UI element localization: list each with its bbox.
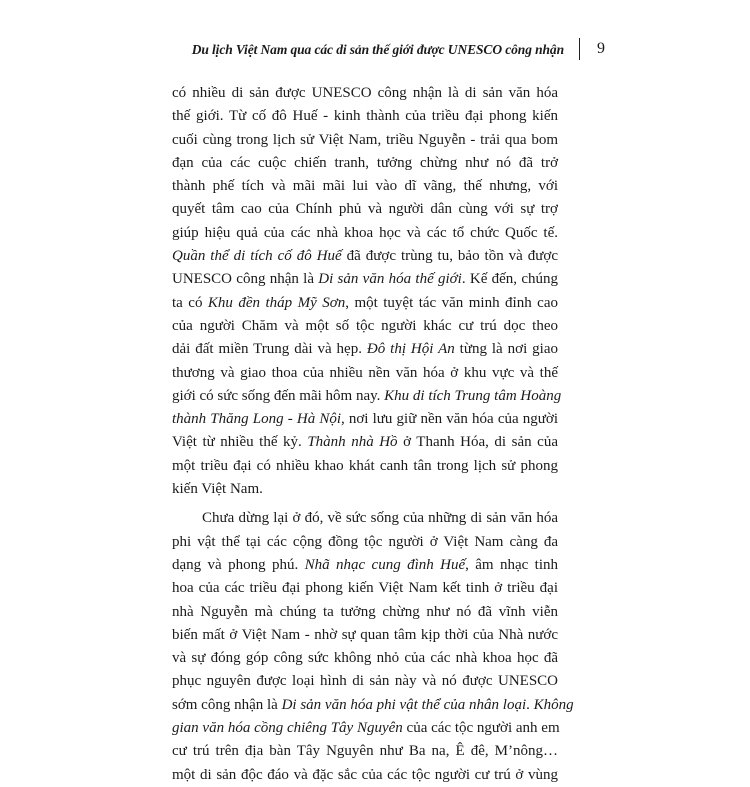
text-run: kiến Việt Nam. xyxy=(172,481,263,498)
text-line xyxy=(172,601,558,624)
text-line xyxy=(172,338,558,361)
italic-title-run: Nhã nhạc cung đình Huế xyxy=(304,556,466,573)
text-run: nhà Nguyễn mà chúng ta tưởng chừng như nó đã vĩnh viễn xyxy=(172,603,558,620)
text-line xyxy=(172,105,558,128)
italic-title-run: thành Thăng Long - Hà Nội xyxy=(172,411,341,428)
text-line xyxy=(172,222,558,245)
text-run: phi vật thể tại các cộng đồng tộc người ở Việt Nam càng đa xyxy=(172,533,558,550)
italic-title-run: Không xyxy=(533,696,574,713)
text-run: sớm công nhận là xyxy=(172,696,282,713)
text-run: biến mất ở Việt Nam - nhờ sự quan tâm kịp thời của Nhà nước xyxy=(172,626,558,643)
text-line xyxy=(172,740,558,763)
text-run: và sự đóng góp công sức không nhỏ của các nhà khoa học đã xyxy=(172,650,558,667)
text-run: đạn của các cuộc chiến tranh, tưởng chừng như nó đã trở xyxy=(172,154,558,171)
text-run: dạng và phong phú. xyxy=(172,556,305,573)
text-run: giới có sức sống đến mãi hôm nay. xyxy=(172,387,385,404)
text-run: hoa của các triều đại phong kiến Việt Nam kết tinh ở triều đại xyxy=(172,580,558,597)
italic-title-run: Khu di tích Trung tâm Hoàng xyxy=(384,387,562,404)
text-line xyxy=(172,129,558,152)
text-line xyxy=(172,385,562,408)
text-line xyxy=(172,455,558,478)
text-line xyxy=(172,647,558,670)
text-line xyxy=(172,431,558,454)
italic-title-run: gian văn hóa cồng chiêng Tây Nguyên xyxy=(172,720,403,737)
paragraph xyxy=(172,507,574,787)
text-line xyxy=(172,577,558,600)
text-line xyxy=(172,362,558,385)
text-run: . Kế đến, chúng xyxy=(461,271,558,288)
text-line xyxy=(172,82,558,105)
text-run: một triều đại có nhiều khao khát canh tân trong lịch sử phong xyxy=(172,457,558,474)
text-line xyxy=(172,245,558,268)
text-line xyxy=(172,175,558,198)
text-line xyxy=(172,764,558,787)
text-run: ở Thanh Hóa, di sản của xyxy=(397,434,558,451)
text-run: thương và giao thoa của nhiều nền văn hóa ở khu vực và thế xyxy=(172,364,558,381)
italic-title-run: Di sản văn hóa thế giới xyxy=(318,271,462,288)
text-run: đã được trùng tu, bảo tồn và được xyxy=(341,248,558,265)
running-header xyxy=(150,38,610,64)
text-line xyxy=(172,152,558,175)
italic-title-run: Di sản văn hóa phi vật thể của nhân loại xyxy=(281,696,527,713)
text-line xyxy=(172,624,558,647)
italic-title-run: Đô thị Hội An xyxy=(366,341,455,358)
header-separator xyxy=(579,38,581,60)
text-line xyxy=(172,268,558,291)
italic-title-run: Thành nhà Hồ xyxy=(307,434,398,451)
text-line xyxy=(172,478,558,501)
text-run: phục nguyên được loại hình di sản này và nó được UNESCO xyxy=(172,673,558,690)
text-run: của người Chăm và một số tộc người khác cư trú dọc theo xyxy=(172,317,558,334)
text-run: Việt từ nhiều thế kỷ. xyxy=(172,434,308,451)
text-run: cuối cùng trong lịch sử Việt Nam, triều Nguyễn - trải qua bom xyxy=(172,131,558,148)
text-run: ta có xyxy=(172,294,208,311)
page-number: 9 xyxy=(597,40,605,57)
text-run: có nhiều di sản được UNESCO công nhận là di sản văn hóa xyxy=(172,85,558,101)
text-line xyxy=(172,717,558,740)
body-text xyxy=(172,82,574,787)
text-run: thành phế tích và mãi mãi lui vào dĩ vãng, thế nhưng, với xyxy=(172,178,558,195)
text-line xyxy=(172,554,558,577)
paragraph xyxy=(172,82,562,501)
text-run: của các tộc người anh em xyxy=(402,720,560,737)
text-line xyxy=(172,198,558,221)
text-run: Chưa dừng lại ở đó, về sức sống của những di sản văn hóa xyxy=(202,510,558,527)
text-line xyxy=(172,315,558,338)
running-header-title: Du lịch Việt Nam qua các di sản thế giới được UNESCO công nhận xyxy=(191,42,564,57)
text-run: một di sản độc đáo và đặc sắc của các tộc người cư trú ở vùng xyxy=(172,766,558,783)
text-run: , nơi lưu giữ nền văn hóa của người xyxy=(341,411,558,428)
text-line xyxy=(172,507,558,530)
text-run: từng là nơi giao xyxy=(454,341,558,358)
italic-title-run: Khu đền tháp Mỹ Sơn xyxy=(207,294,346,311)
text-run: cư trú trên địa bàn Tây Nguyên như Ba na, Ê đê, M’nông… xyxy=(172,743,558,760)
text-run: UNESCO công nhận là xyxy=(172,271,319,288)
text-line xyxy=(172,694,574,717)
text-line xyxy=(172,670,558,693)
text-line xyxy=(172,408,558,431)
text-run: dải đất miền Trung dài và hẹp. xyxy=(172,341,367,358)
text-run: giúp hiệu quả của các nhà khoa học và các tổ chức Quốc tế. xyxy=(172,224,558,241)
text-line xyxy=(172,292,558,315)
italic-title-run: Quần thể di tích cố đô Huế xyxy=(172,248,342,265)
text-run: quyết tâm cao của Chính phủ và người dân cùng với sự trợ xyxy=(172,201,558,218)
text-run: . xyxy=(526,696,534,713)
text-run: thế giới. Từ cố đô Huế - kinh thành của triều đại phong kiến xyxy=(172,108,558,125)
text-run: , âm nhạc tinh xyxy=(465,556,558,573)
text-run: , một tuyệt tác văn minh đỉnh cao xyxy=(345,294,558,311)
text-line xyxy=(172,531,558,554)
